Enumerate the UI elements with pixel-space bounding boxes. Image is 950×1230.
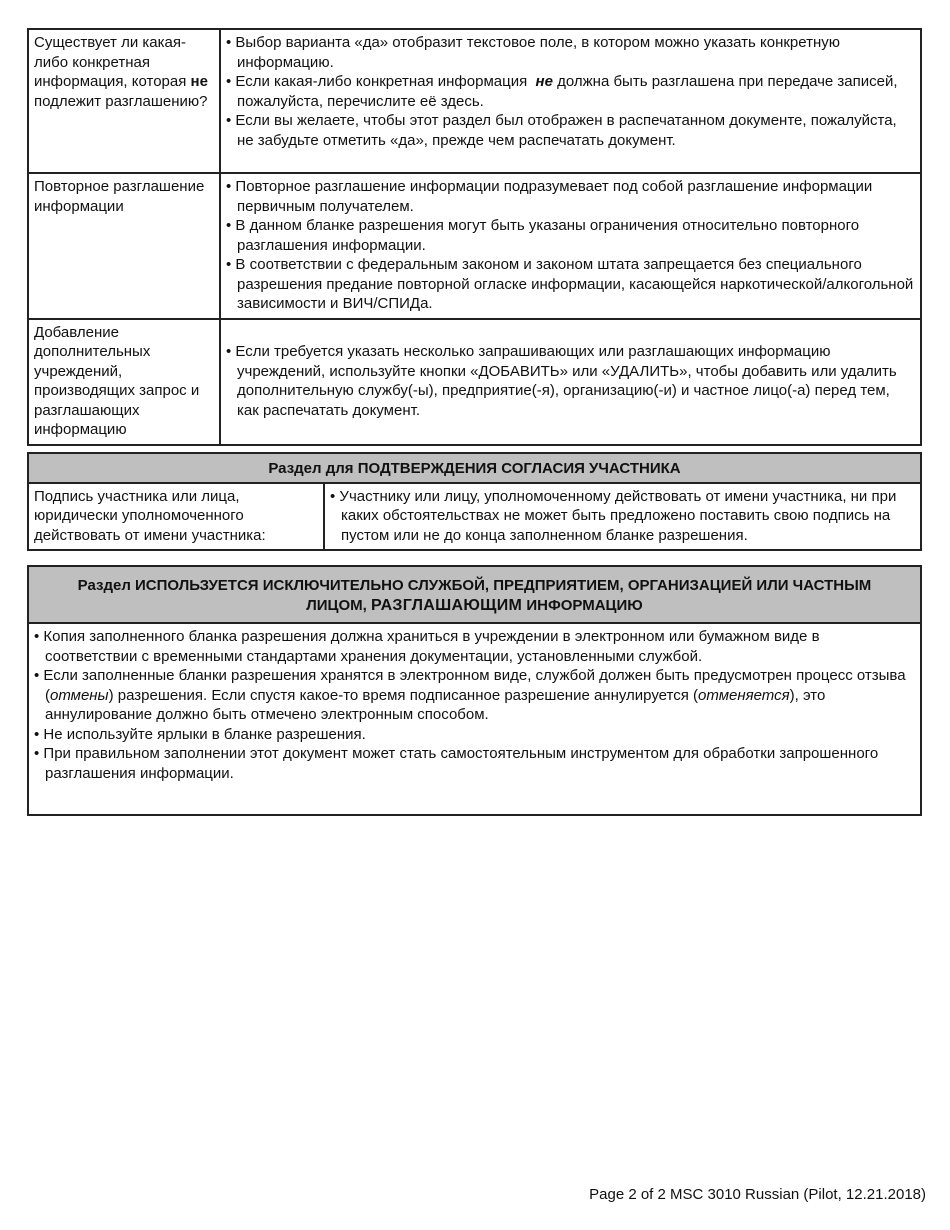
table-row xyxy=(28,319,921,445)
page-footer: Page 2 of 2 MSC 3010 Russian (Pilot, 12.21.2018) xyxy=(589,1186,926,1203)
list-item: • При правильном заполнении этот документ может стать самостоятельным инструментом для обработки запрошенного разглашения информации. xyxy=(34,744,915,783)
row-content xyxy=(220,29,921,173)
row-content xyxy=(220,319,921,445)
signature-label: Подпись участника или лица, юридически уполномоченного действовать от имени участника: xyxy=(29,484,325,550)
row-label: Добавление дополнительных учреждений, производящих запрос и разглашающих информацию xyxy=(28,319,220,445)
instructions-table xyxy=(27,28,922,446)
list-item: • Не используйте ярлыки в бланке разрешения. xyxy=(34,725,915,745)
bullet-list xyxy=(226,177,915,314)
list-item: • Если вы желаете, чтобы этот раздел был отображен в распечатанном документе, пожалуйста, не забудьте отметить «да», прежде чем распечатать документ. xyxy=(226,111,915,150)
consent-section xyxy=(27,452,922,551)
list-item: • В соответствии с федеральным законом и законом штата запрещается без специального разрешения предание повторной огласке информации, касающейся наркотической/алкогольной зависимости и ВИЧ/СПИДа. xyxy=(226,255,915,314)
list-item: • Выбор варианта «да» отобразит текстовое поле, в котором можно указать конкретную информацию. xyxy=(226,33,915,72)
consent-row xyxy=(29,484,920,550)
disclosing-body xyxy=(29,624,920,786)
list-item: • Копия заполненного бланка разрешения должна храниться в учреждении в электронном или бумажном виде в соответствии с временными стандартами хранения документации, установленными службой. xyxy=(34,627,915,666)
table-row xyxy=(28,29,921,173)
consent-header: Раздел для ПОДТВЕРЖДЕНИЯ СОГЛАСИЯ УЧАСТНИКА xyxy=(29,454,920,484)
disclosing-section xyxy=(27,565,922,816)
list-item: • Если заполненные бланки разрешения хранятся в электронном виде, службой должен быть предусмотрен процесс отзыва (отмены) разрешения. Если спустя какое-то время подписанное разрешение аннулируется (отменяется), это аннулирование должно быть отмечено электронным способом. xyxy=(34,666,915,725)
list-item: • Если требуется указать несколько запрашивающих или разглашающих информацию учреждений, используйте кнопки «ДОБАВИТЬ» или «УДАЛИТЬ», чтобы добавить или удалить дополнительную службу(-ы), предприятие(-я), организацию(-и) и частное лицо(-а) перед тем, как распечатать документ. xyxy=(226,342,915,420)
list-item: • В данном бланке разрешения могут быть указаны ограничения относительно повторного разглашения информации. xyxy=(226,216,915,255)
bullet-list xyxy=(226,342,915,420)
bullet-list xyxy=(34,627,915,783)
list-item: • Если какая-либо конкретная информация не должна быть разглашена при передаче записей, пожалуйста, перечислите её здесь. xyxy=(226,72,915,111)
bullet-list xyxy=(226,33,915,150)
consent-note xyxy=(325,484,920,550)
disclosing-header: Раздел ИСПОЛЬЗУЕТСЯ ИСКЛЮЧИТЕЛЬНО СЛУЖБОЙ, ПРЕДПРИЯТИЕМ, ОРГАНИЗАЦИЕЙ ИЛИ ЧАСТНЫМ ЛИЦОМ, РАЗГЛАШАЮЩИМ ИНФОРМАЦИЮ xyxy=(29,567,920,624)
row-label: Существует ли какая-либо конкретная информация, которая не подлежит разглашению? xyxy=(28,29,220,173)
table-row xyxy=(28,173,921,319)
row-content xyxy=(220,173,921,319)
list-item: • Повторное разглашение информации подразумевает под собой разглашение информации первичным получателем. xyxy=(226,177,915,216)
list-item: • Участнику или лицу, уполномоченному действовать от имени участника, ни при каких обстоятельствах не может быть предложено поставить свою подпись на пустом или не до конца заполненном бланке разрешения. xyxy=(330,487,915,546)
row-label: Повторное разглашение информации xyxy=(28,173,220,319)
